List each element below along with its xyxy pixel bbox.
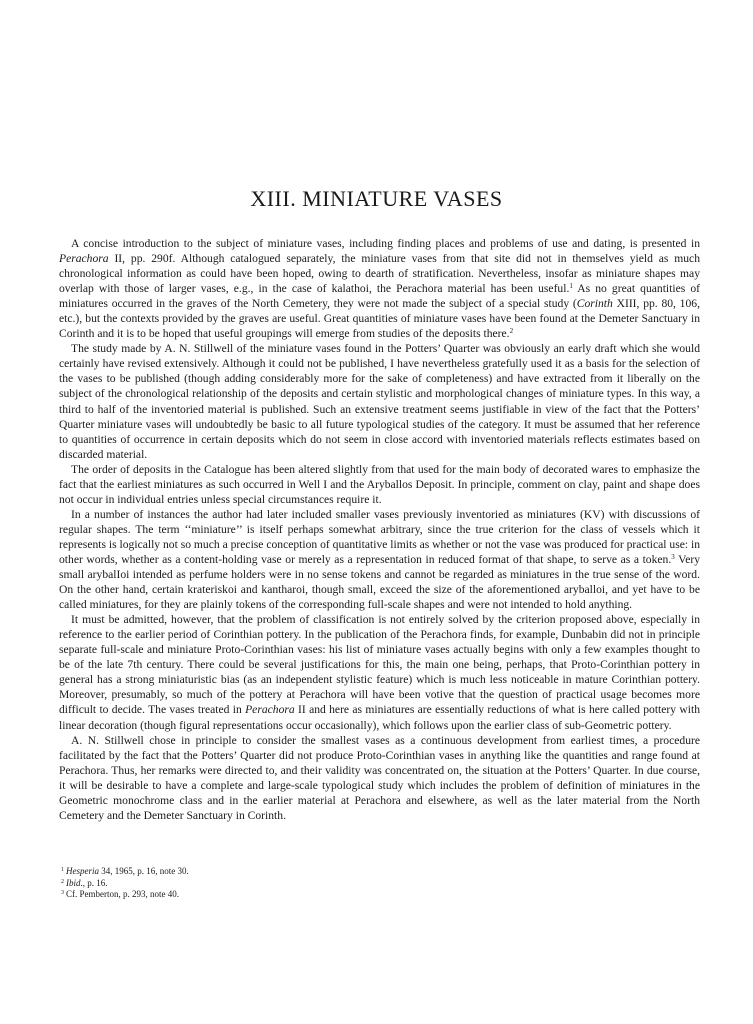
italic-text: Perachora [59,252,109,266]
text-run: XIII, pp. 80, 106, etc.), but the contexts provided by the graves are useful. Great quantities of miniature vases have been found at the Demeter Sanctuary in Corinth and it is to be hoped that useful groupings will emerge from studies of the deposits there. [59,297,700,341]
text-run: II and here as miniatures are essentially reductions of what is here called pottery with linear decoration (though figural representations occur occasionally), which follows upon the earlier class of sub-Geometric pottery. [59,703,701,732]
chapter-title: XIII. MINIATURE VASES [250,186,503,211]
italic-text: Ibid [66,877,81,888]
body-paragraph [59,507,700,612]
footnote [61,878,461,890]
footnote-reference: 3 [671,552,675,561]
text-run: Cf. Pemberton, p. 293, note 40. [66,889,179,899]
body-paragraph [59,462,700,507]
body-paragraph [59,341,700,461]
body-paragraph [59,236,700,341]
text-run: A concise introduction to the subject of miniature vases, including finding places and problems of use and dating, is presented in [71,237,700,250]
footnote-number: 1 [61,867,64,873]
footnote-number: 3 [61,890,64,896]
footnote [61,866,461,878]
body-paragraph [59,612,700,732]
body-paragraph [59,733,700,823]
italic-text: Corinth [576,297,613,311]
footnotes [61,866,461,901]
footnote-number: 2 [61,878,64,885]
text-run: 34, 1965, p. 16, note 30. [99,866,189,876]
footnote [61,889,461,901]
text-run: Very small arybalIoi intended as perfume holders were in no sense tokens and cannot be regarded as miniatures in the true sense of the word. On the other hand, certain krateriskoi and kantharoi, though small, exceed the size of the aforementioned aryballoi, and yet have to be called miniatures, for they are plainly tokens of the corresponding full-scale shapes and were not intended to hold anything. [59,552,700,612]
body-text [59,236,700,823]
text-run: As no great quantities of miniatures occurred in the graves of the North Cemetery, they were not made the subject of a special study ( [59,282,700,311]
text-run: It must be admitted, however, that the problem of classification is not entirely solved by the criterion proposed above, especially in reference to the earlier period of Corinthian pottery. In the publication of the Perachora finds, for example, Dunbabin did not in principle separate full-scale and miniature Proto-Corinthian vases: his list of miniature vases actually begins with only a few examples thought to be of the late 7th century. There could be several justifications for this, the main one being, perhaps, that Proto-Corinthian pottery in general has a strong miniaturistic bias (as an independent stylistic feature) which is much less noticeable in mature Corinthian pottery. Moreover, presumably, so much of the pottery at Perachora will have been votive that the question of practical usage becomes more difficult to decide. The vases treated in [59,613,700,717]
footnote-reference: 1 [569,282,573,291]
italic-text: Hesperia [66,866,99,876]
text-run: II, pp. 290f. Although catalogued separately, the miniature vases from that site did not in themselves yield as much chronological information as could have been hoped, owing to dearth of stratification. Nevertheless, insofar as miniature shapes may overlap with those of larger vases, e.g., in the case of kalathoi, the Perachora material has been useful. [59,252,700,296]
text-run: ., p. 16. [80,877,108,888]
footnote-reference: 2 [509,327,514,336]
text-run: The order of deposits in the Catalogue has been altered slightly from that used for the main body of decorated wares to emphasize the fact that the earliest miniatures as such occurred in Well I and the Aryballos Deposit. In principle, comment on clay, paint and shape does not occur in individual entries unless special circumstances require it. [59,462,700,506]
text-run: A. N. Stillwell chose in principle to consider the smallest vases as a continuous development from earliest times, a procedure facilitated by the fact that the Potters’ Quarter did not produce Proto-Corinthian vases in anything like the quantities and range found at Perachora. Thus, her remarks were directed to, and their validity was concentrated on, the situation at the Potters’ Quarter. In due course, it will be desirable to have a complete and large-scale typological study which includes the problem of definition of miniatures in the Geometric monochrome class and in the earlier material at Perachora and elsewhere, as well as the later material from the North Cemetery and the Demeter Sanctuary in Corinth. [59,733,700,822]
text-run: In a number of instances the author had later included smaller vases previously inventoried as miniatures (KV) with discussions of regular shapes. The term ‘‘miniature’’ is itself perhaps somewhat arbitrary, since the true criterion for the class of vessels which it represents is logically not so much a precise conception of quantitative limits as whether or not the vase was produced for practical use: in other words, whether as a content-holding vase or merely as a representation in reduced format of that shape, to serve as a token. [59,507,701,566]
text-run: The study made by A. N. Stillwell of the miniature vases found in the Potters’ Quarter was obviously an early draft which she would certainly have revised extensively. Although it could not be published, I have nevertheless gratefully used it as a basis for the selection of the vases to be published (though adding considerably more for the sake of completeness) and have extracted from it liberally on the subject of the chronological relationship of the deposits and certain stylistic and morphological changes of miniature types. In this way, a third to half of the inventoried material is published. Such an extensive treatment seems justifiable in view of the fact that the Potters’ Quarter miniature vases will undoubtedly be basic to all future typological studies of the category. It must be assumed that her reference to quantities of occurrence in certain deposits which do not seem in close accord with inventoried materials reflects estimates based on discarded material. [59,342,700,461]
italic-text: Perachora [245,703,295,717]
